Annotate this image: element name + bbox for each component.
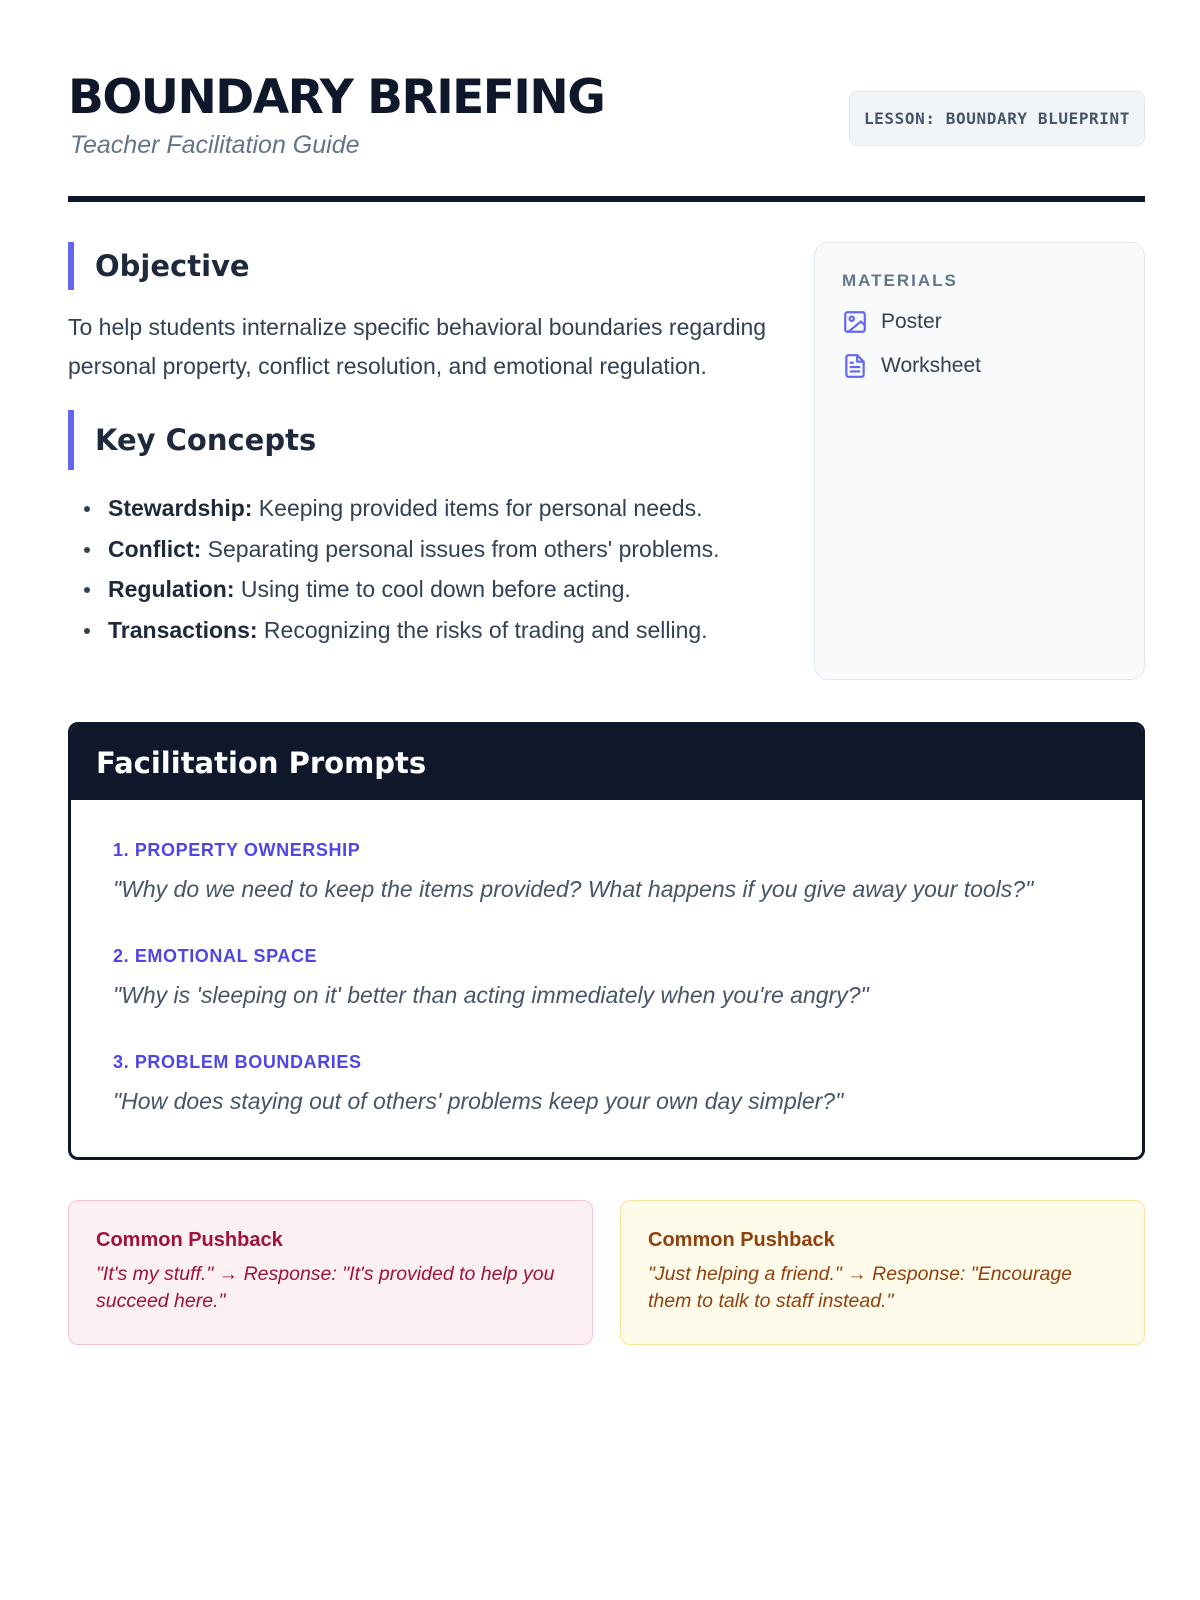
material-label: Worksheet	[881, 354, 981, 377]
pushback-title: Common Pushback	[96, 1229, 283, 1251]
list-item	[68, 610, 768, 651]
concept-term: Transactions:	[108, 616, 258, 643]
pushback-text: "It's my stuff." → Response: "It's provided to help you succeed here."	[96, 1263, 555, 1312]
page-header	[68, 70, 1145, 200]
prompt-list	[71, 800, 1142, 1156]
objective-text: To help students internalize specific behavioral boundaries regarding personal property, conflict resolution, and emotional regulation.	[68, 314, 767, 379]
prompt-label: 3. PROBLEM BOUNDARIES	[113, 1052, 362, 1072]
concept-text: Using time to cool down before acting.	[234, 576, 631, 602]
list-item	[68, 529, 768, 570]
pushback-cards	[68, 1200, 1145, 1345]
materials-title: MATERIALS	[842, 271, 958, 290]
list-item	[113, 944, 1142, 1050]
key-concepts-heading-text: Key Concepts	[95, 423, 317, 457]
prompt-text: "How does staying out of others' problems keep your own day simpler?"	[113, 1088, 844, 1114]
concept-text: Recognizing the risks of trading and selling.	[257, 616, 708, 643]
key-concepts-heading	[68, 410, 768, 470]
prompt-label: 1. PROPERTY OWNERSHIP	[113, 840, 361, 860]
concept-term: Conflict:	[108, 535, 202, 562]
document-icon	[842, 353, 868, 379]
concept-text: Separating personal issues from others' problems.	[201, 535, 720, 562]
material-item-poster	[842, 309, 1117, 335]
briefing-page	[68, 0, 1145, 1600]
image-icon	[842, 309, 868, 335]
material-item-worksheet	[842, 353, 1117, 379]
prompt-text: "Why do we need to keep the items provided? What happens if you give away your tools?"	[113, 876, 1034, 902]
pushback-text: "Just helping a friend." → Response: "Encourage them to talk to staff instead."	[648, 1263, 1073, 1312]
list-item	[68, 488, 768, 529]
page-title: BOUNDARY BRIEFING	[68, 70, 605, 125]
objective-heading-text: Objective	[95, 249, 250, 283]
concept-term: Stewardship:	[108, 495, 253, 521]
page-subtitle: Teacher Facilitation Guide	[70, 131, 360, 159]
header-divider	[68, 196, 1145, 202]
pushback-title: Common Pushback	[648, 1229, 835, 1251]
key-concepts-list	[68, 488, 768, 650]
pushback-card	[620, 1200, 1145, 1345]
prompt-text: "Why is 'sleeping on it' better than acting immediately when you're angry?"	[113, 982, 869, 1008]
lesson-badge: LESSON: BOUNDARY BLUEPRINT	[849, 91, 1145, 146]
prompts-heading: Facilitation Prompts	[96, 745, 427, 780]
facilitation-prompts	[68, 722, 1145, 1160]
list-item	[68, 569, 768, 610]
concept-text: Keeping provided items for personal needs.	[252, 495, 703, 521]
prompts-header	[71, 725, 1142, 800]
prompt-label: 2. EMOTIONAL SPACE	[113, 946, 318, 966]
list-item	[113, 1050, 1142, 1156]
list-item	[113, 838, 1142, 944]
concept-term: Regulation:	[108, 576, 235, 602]
material-label: Poster	[881, 310, 942, 333]
left-column	[68, 242, 768, 650]
pushback-card	[68, 1200, 593, 1345]
materials-panel	[814, 242, 1145, 680]
objective-heading	[68, 242, 768, 290]
